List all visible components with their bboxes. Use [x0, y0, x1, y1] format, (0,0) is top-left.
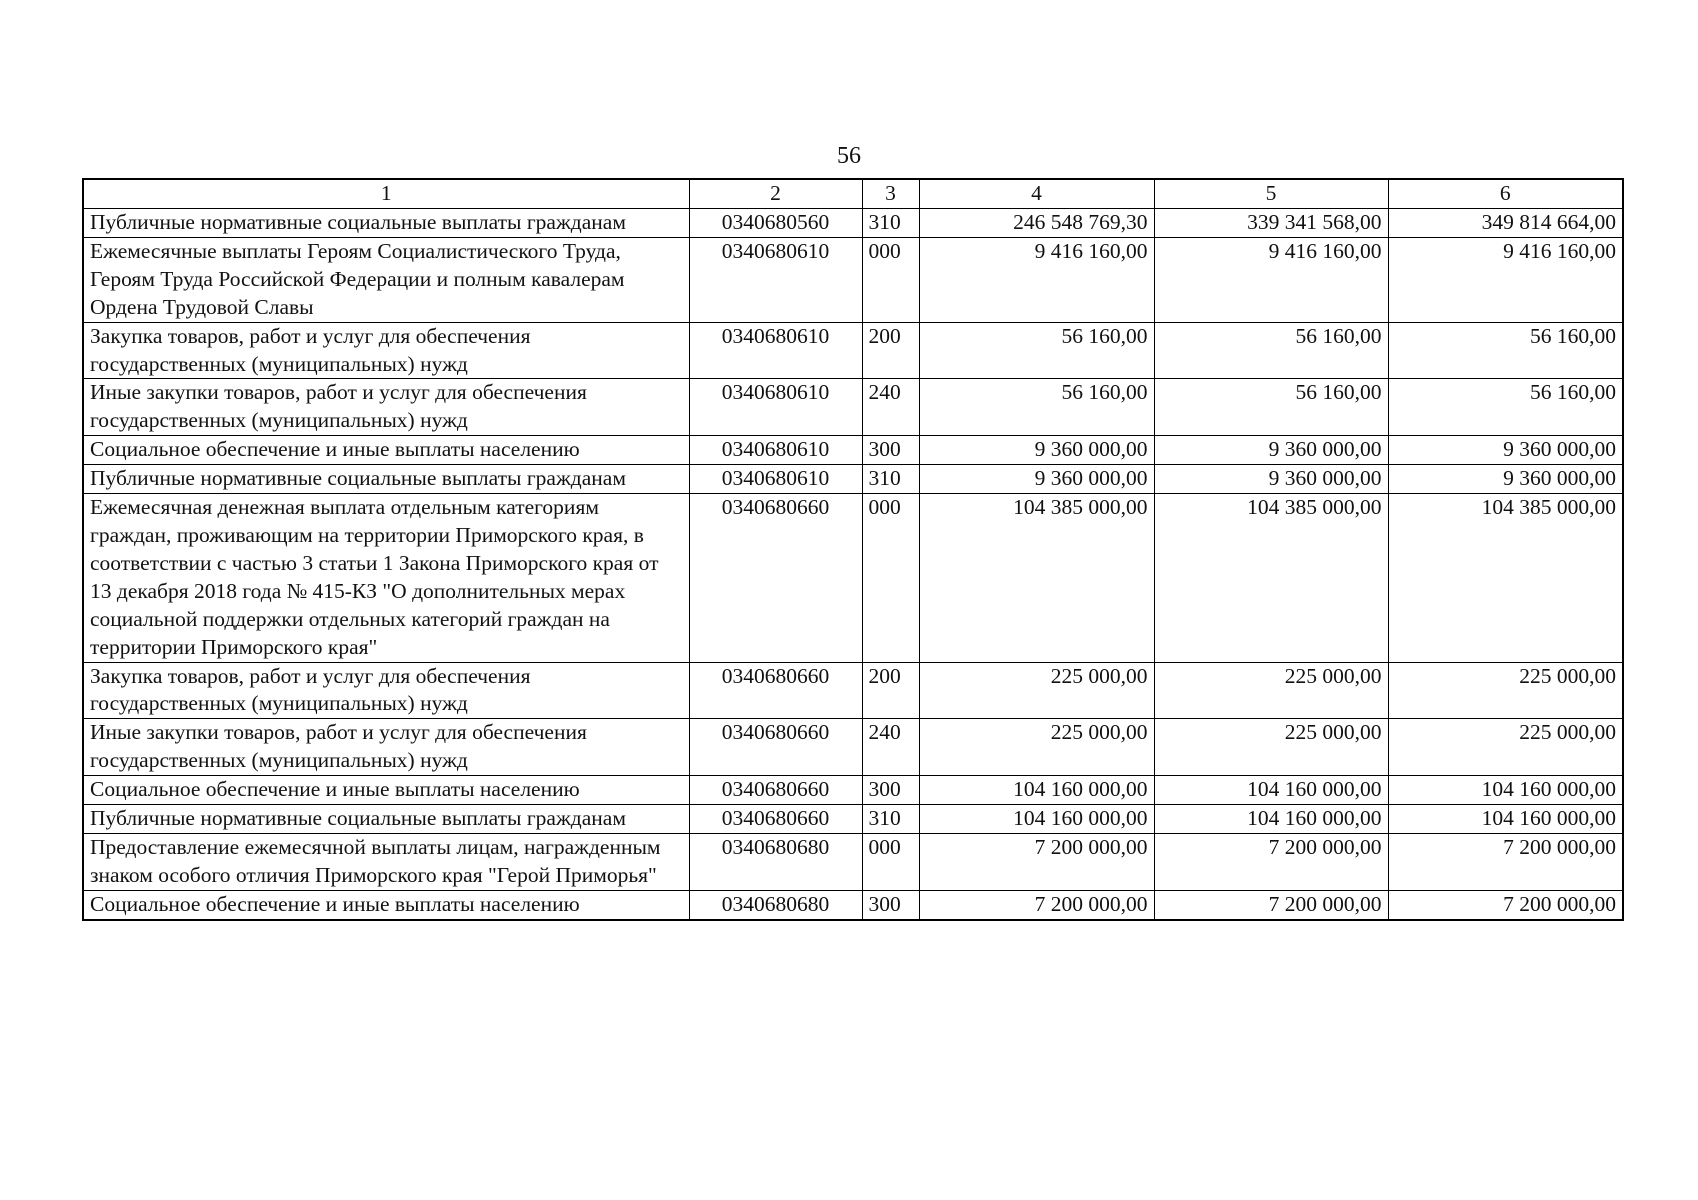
row-amount-year1: 56 160,00: [919, 322, 1154, 379]
row-code-cell: 0340680660: [689, 662, 862, 719]
row-name-cell: Публичные нормативные социальные выплаты гражданам: [83, 805, 689, 834]
row-amount-year3: 9 416 160,00: [1388, 237, 1623, 322]
header-cell-year1: 4: [919, 179, 1154, 209]
header-cell-type: 3: [862, 179, 919, 209]
row-name-cell: Закупка товаров, работ и услуг для обеспечения государственных (муниципальных) нужд: [83, 662, 689, 719]
row-amount-year2: 225 000,00: [1154, 719, 1388, 776]
row-name-cell: Иные закупки товаров, работ и услуг для обеспечения государственных (муниципальных) нужд: [83, 379, 689, 436]
row-amount-year3: 9 360 000,00: [1388, 436, 1623, 465]
row-type-cell: 200: [862, 662, 919, 719]
row-code-cell: 0340680660: [689, 776, 862, 805]
header-cell-year3: 6: [1388, 179, 1623, 209]
row-code-cell: 0340680680: [689, 833, 862, 890]
row-amount-year2: 7 200 000,00: [1154, 833, 1388, 890]
row-amount-year3: 349 814 664,00: [1388, 209, 1623, 238]
header-row: [83, 179, 1623, 209]
row-type-cell: 000: [862, 494, 919, 662]
row-code-cell: 0340680610: [689, 322, 862, 379]
row-amount-year2: 9 416 160,00: [1154, 237, 1388, 322]
row-amount-year1: 225 000,00: [919, 719, 1154, 776]
row-name-cell: Предоставление ежемесячной выплаты лицам, награжденным знаком особого отличия Приморского края "Герой Приморья": [83, 833, 689, 890]
row-amount-year1: 104 160 000,00: [919, 805, 1154, 834]
row-name-cell: Ежемесячная денежная выплата отдельным категориям граждан, проживающим на территории Приморского края, в соответствии с частью 3 статьи 1 Закона Приморского края от 13 декабря 2018 года № 415-КЗ "О дополнительных мерах социальной поддержки отдельных категорий граждан на территории Приморского края": [83, 494, 689, 662]
row-type-cell: 200: [862, 322, 919, 379]
row-amount-year2: 56 160,00: [1154, 379, 1388, 436]
row-amount-year1: 7 200 000,00: [919, 890, 1154, 919]
row-amount-year3: 225 000,00: [1388, 662, 1623, 719]
row-type-cell: 300: [862, 776, 919, 805]
row-amount-year1: 7 200 000,00: [919, 833, 1154, 890]
row-name-cell: Социальное обеспечение и иные выплаты населению: [83, 436, 689, 465]
table-row: [83, 494, 1623, 662]
table-body: [83, 209, 1623, 920]
table-row: [83, 662, 1623, 719]
row-type-cell: 300: [862, 890, 919, 919]
row-amount-year3: 9 360 000,00: [1388, 465, 1623, 494]
row-amount-year2: 339 341 568,00: [1154, 209, 1388, 238]
row-amount-year2: 7 200 000,00: [1154, 890, 1388, 919]
row-type-cell: 240: [862, 379, 919, 436]
row-amount-year3: 7 200 000,00: [1388, 890, 1623, 919]
row-type-cell: 000: [862, 237, 919, 322]
row-code-cell: 0340680610: [689, 379, 862, 436]
row-name-cell: Публичные нормативные социальные выплаты гражданам: [83, 465, 689, 494]
row-amount-year1: 56 160,00: [919, 379, 1154, 436]
row-type-cell: 310: [862, 465, 919, 494]
table-row: [83, 805, 1623, 834]
row-amount-year3: 104 160 000,00: [1388, 805, 1623, 834]
row-amount-year2: 104 160 000,00: [1154, 805, 1388, 834]
row-amount-year2: 104 160 000,00: [1154, 776, 1388, 805]
row-amount-year3: 104 160 000,00: [1388, 776, 1623, 805]
row-code-cell: 0340680660: [689, 719, 862, 776]
row-name-cell: Социальное обеспечение и иные выплаты населению: [83, 890, 689, 919]
row-amount-year1: 9 360 000,00: [919, 465, 1154, 494]
row-type-cell: 310: [862, 805, 919, 834]
row-code-cell: 0340680660: [689, 805, 862, 834]
row-amount-year1: 9 360 000,00: [919, 436, 1154, 465]
row-type-cell: 240: [862, 719, 919, 776]
table-row: [83, 379, 1623, 436]
row-type-cell: 000: [862, 833, 919, 890]
row-amount-year2: 104 385 000,00: [1154, 494, 1388, 662]
table-row: [83, 890, 1623, 919]
table-row: [83, 719, 1623, 776]
header-cell-code: 2: [689, 179, 862, 209]
table-row: [83, 237, 1623, 322]
table-row: [83, 322, 1623, 379]
row-code-cell: 0340680610: [689, 436, 862, 465]
row-amount-year1: 246 548 769,30: [919, 209, 1154, 238]
row-amount-year1: 104 385 000,00: [919, 494, 1154, 662]
budget-table: [82, 178, 1624, 921]
page-number: 56: [837, 143, 861, 169]
row-amount-year2: 56 160,00: [1154, 322, 1388, 379]
row-type-cell: 300: [862, 436, 919, 465]
header-cell-year2: 5: [1154, 179, 1388, 209]
table-row: [83, 209, 1623, 238]
table-row: [83, 465, 1623, 494]
row-type-cell: 310: [862, 209, 919, 238]
row-code-cell: 0340680560: [689, 209, 862, 238]
row-amount-year1: 9 416 160,00: [919, 237, 1154, 322]
table-row: [83, 776, 1623, 805]
row-amount-year2: 9 360 000,00: [1154, 465, 1388, 494]
row-code-cell: 0340680610: [689, 465, 862, 494]
row-name-cell: Публичные нормативные социальные выплаты гражданам: [83, 209, 689, 238]
row-amount-year2: 225 000,00: [1154, 662, 1388, 719]
row-code-cell: 0340680680: [689, 890, 862, 919]
row-code-cell: 0340680610: [689, 237, 862, 322]
row-amount-year1: 104 160 000,00: [919, 776, 1154, 805]
row-amount-year2: 9 360 000,00: [1154, 436, 1388, 465]
row-amount-year3: 104 385 000,00: [1388, 494, 1623, 662]
row-amount-year3: 56 160,00: [1388, 322, 1623, 379]
header-cell-name: 1: [83, 179, 689, 209]
row-amount-year1: 225 000,00: [919, 662, 1154, 719]
row-code-cell: 0340680660: [689, 494, 862, 662]
row-name-cell: Закупка товаров, работ и услуг для обеспечения государственных (муниципальных) нужд: [83, 322, 689, 379]
row-name-cell: Социальное обеспечение и иные выплаты населению: [83, 776, 689, 805]
table-row: [83, 436, 1623, 465]
row-name-cell: Иные закупки товаров, работ и услуг для обеспечения государственных (муниципальных) нужд: [83, 719, 689, 776]
row-amount-year3: 225 000,00: [1388, 719, 1623, 776]
table-row: [83, 833, 1623, 890]
row-amount-year3: 56 160,00: [1388, 379, 1623, 436]
row-amount-year3: 7 200 000,00: [1388, 833, 1623, 890]
row-name-cell: Ежемесячные выплаты Героям Социалистического Труда, Героям Труда Российской Федерации и полным кавалерам Ордена Трудовой Славы: [83, 237, 689, 322]
